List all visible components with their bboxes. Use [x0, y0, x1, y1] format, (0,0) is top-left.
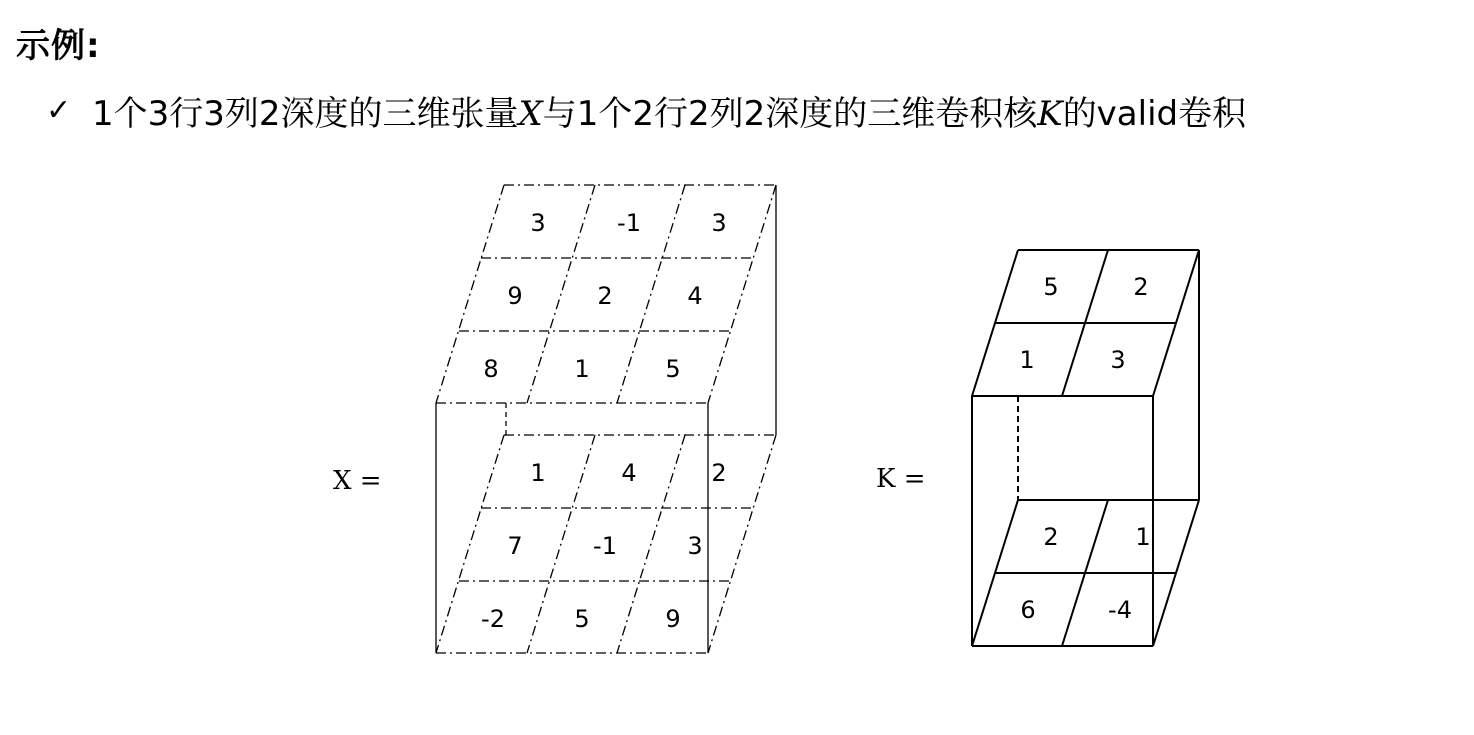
x-front-cell: 2	[597, 282, 613, 310]
tensor-x-edges	[436, 185, 776, 653]
x-front-cell: -1	[617, 209, 641, 237]
kernel-k-back-grid	[972, 500, 1199, 646]
tensor-x	[436, 185, 776, 653]
x-back-cell: -2	[481, 605, 505, 633]
kernel-k-label: K =	[876, 464, 926, 494]
x-front-cell: 9	[507, 282, 523, 310]
k-back-cell: 2	[1043, 523, 1059, 551]
k-front-cell: 3	[1110, 346, 1126, 374]
k-back-cell: -4	[1108, 596, 1132, 624]
x-front-cell: 3	[530, 209, 546, 237]
bullet-var-x: X	[518, 94, 543, 134]
k-back-cell: 6	[1020, 596, 1036, 624]
x-back-cell: 3	[687, 532, 703, 560]
x-front-cell: 1	[574, 355, 590, 383]
k-front-cell: 5	[1043, 273, 1059, 301]
tensor-x-front-values	[483, 209, 726, 383]
slide-heading: 示例:	[16, 26, 101, 66]
tensor-x-label: X =	[333, 466, 382, 496]
x-front-cell: 3	[711, 209, 727, 237]
k-front-cell: 1	[1019, 346, 1035, 374]
x-back-cell: 1	[530, 459, 546, 487]
x-back-cell: 9	[665, 605, 681, 633]
bullet-var-k: K	[1037, 94, 1063, 134]
x-front-cell: 8	[483, 355, 499, 383]
check-icon: ✓	[46, 93, 72, 128]
x-back-cell: 7	[507, 532, 523, 560]
k-front-cell: 2	[1133, 273, 1149, 301]
bullet-text-part1: 1个3行3列2深度的三维张量	[92, 94, 519, 134]
kernel-k-edges	[972, 250, 1199, 646]
tensor-x-back-values	[481, 459, 727, 633]
bullet-text-part3: 的valid卷积	[1062, 94, 1247, 134]
x-back-cell: 2	[711, 459, 727, 487]
x-back-cell: 4	[621, 459, 637, 487]
x-front-cell: 4	[687, 282, 703, 310]
k-back-cell: 1	[1135, 523, 1151, 551]
kernel-k-front-grid	[972, 250, 1199, 396]
bullet-text-part2: 与1个2行2列2深度的三维卷积核	[542, 94, 1038, 134]
x-back-cell: 5	[574, 605, 590, 633]
x-front-cell: 5	[665, 355, 681, 383]
kernel-k	[972, 250, 1199, 646]
x-back-cell: -1	[593, 532, 617, 560]
